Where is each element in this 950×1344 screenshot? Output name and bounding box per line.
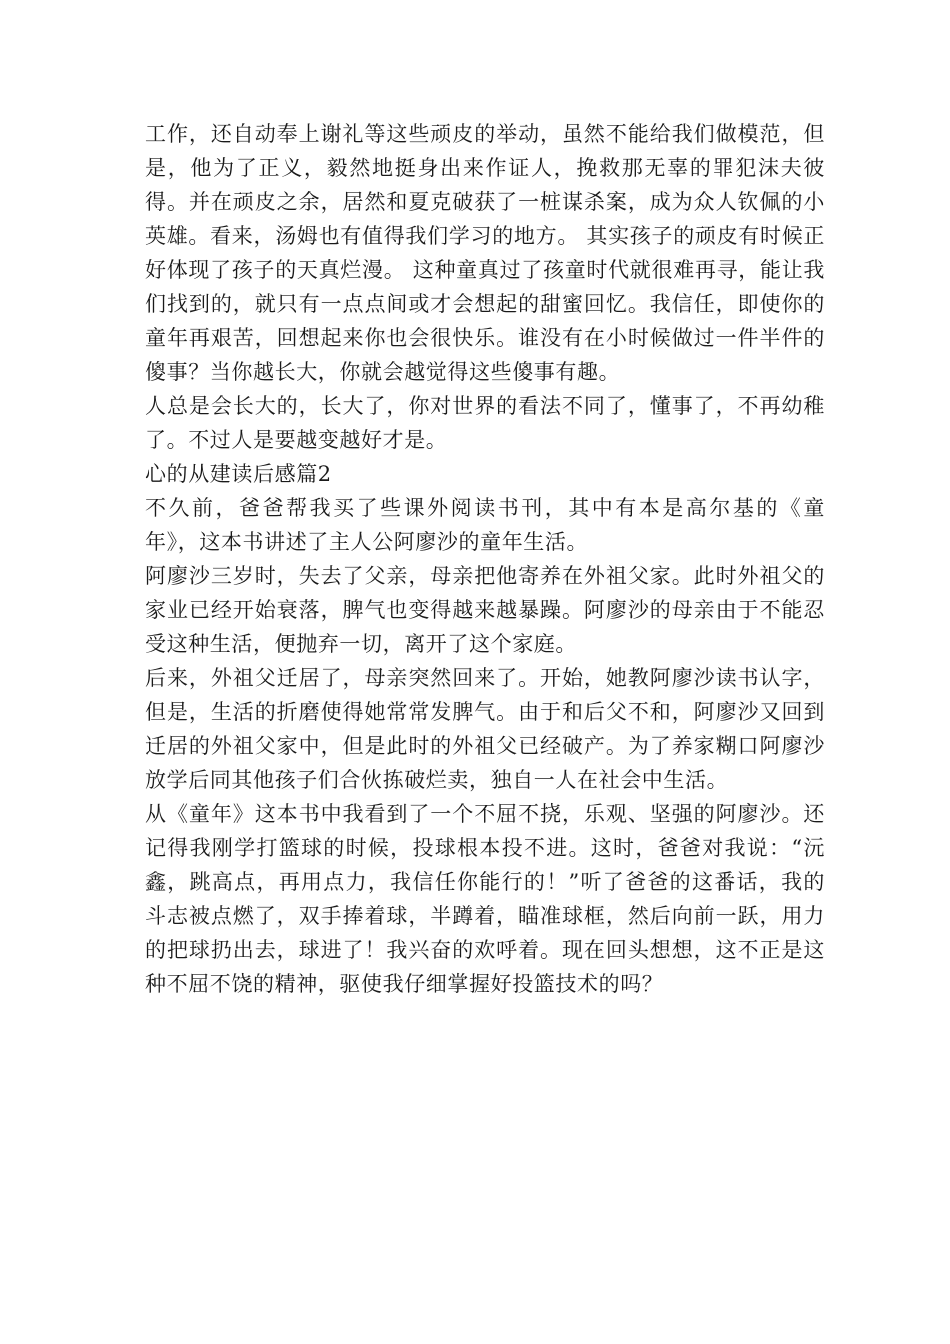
- section-heading: 心的从建读后感篇2: [145, 462, 332, 486]
- paragraph: 阿廖沙三岁时，失去了父亲，母亲把他寄养在外祖父家。此时外祖父的家业已经开始衰落，脾气也变得越来越暴躁。阿廖沙的母亲由于不能忍受这种生活，便抛弃一切，离开了这个家庭。: [145, 564, 825, 656]
- paragraph: 后来，外祖父迁居了，母亲突然回来了。开始，她教阿廖沙读书认字，但是，生活的折磨使得她常常发脾气。由于和后父不和，阿廖沙又回到迁居的外祖父家中，但是此时的外祖父已经破产。为了养家糊口阿廖沙放学后同其他孩子们合伙拣破烂卖，独自一人在社会中生活。: [145, 666, 825, 792]
- paragraph: 人总是会长大的，长大了，你对世界的看法不同了，懂事了，不再幼稚了。不过人是要越变越好才是。: [145, 394, 825, 452]
- document-body: [145, 117, 825, 1001]
- paragraph: 工作，还自动奉上谢礼等这些顽皮的举动，虽然不能给我们做模范，但是，他为了正义，毅然地挺身出来作证人，挽救那无辜的罪犯沫夫彼得。并在顽皮之余，居然和夏克破获了一桩谋杀案，成为众人钦佩的小英雄。看来，汤姆也有值得我们学习的地方。 其实孩子的顽皮有时候正好体现了孩子的天真烂漫。 这种童真过了孩童时代就很难再寻，能让我们找到的，就只有一点点间或才会想起的甜蜜回忆。我信任，即使你的童年再艰苦，回想起来你也会很快乐。谁没有在小时候做过一件半件的傻事？当你越长大，你就会越觉得这些傻事有趣。: [145, 122, 825, 384]
- paragraph: 不久前，爸爸帮我买了些课外阅读书刊，其中有本是高尔基的《童年》，这本书讲述了主人公阿廖沙的童年生活。: [145, 496, 825, 554]
- paragraph: 从《童年》这本书中我看到了一个不屈不挠，乐观、坚强的阿廖沙。还记得我刚学打篮球的时候，投球根本投不进。这时，爸爸对我说：“沅鑫，跳高点，再用点力，我信任你能行的！”听了爸爸的这番话，我的斗志被点燃了，双手捧着球，半蹲着，瞄准球框，然后向前一跃，用力的把球扔出去，球进了！我兴奋的欢呼着。现在回头想想，这不正是这种不屈不饶的精神，驱使我仔细掌握好投篮技术的吗？: [145, 802, 825, 996]
